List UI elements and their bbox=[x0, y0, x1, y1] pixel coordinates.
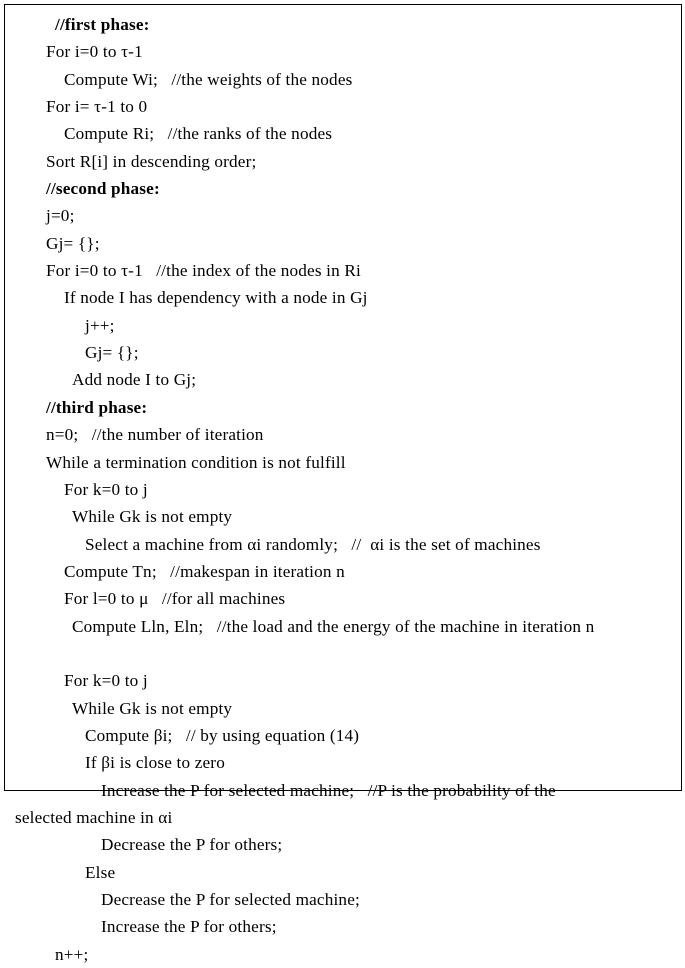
code-line: Compute Tn; //makespan in iteration n bbox=[64, 561, 345, 581]
code-line: Decrease the P for others; bbox=[101, 835, 283, 855]
code-line: Compute Ri; //the ranks of the nodes bbox=[64, 124, 333, 144]
code-line: n++; bbox=[55, 944, 89, 964]
code-line: If node I has dependency with a node in Gj bbox=[64, 288, 368, 308]
code-line: n=0; //the number of iteration bbox=[46, 425, 264, 445]
code-line: Decrease the P for selected machine; bbox=[101, 890, 360, 909]
code-line: Gj= {}; bbox=[85, 343, 139, 363]
code-line: Compute Lln, Eln; //the load and the energy of the machine in iteration n bbox=[72, 616, 595, 636]
code-line: For k=0 to j bbox=[64, 671, 148, 691]
code-line: While Gk is not empty bbox=[72, 507, 233, 527]
code-line: Select a machine from αi randomly; // αi is the set of machines bbox=[85, 534, 541, 554]
code-line: While Gk is not empty bbox=[72, 698, 233, 718]
code-line: j++; bbox=[85, 315, 115, 335]
code-line: Else bbox=[85, 862, 116, 882]
code-line: For i=0 to τ-1 bbox=[46, 42, 143, 62]
code-line: j=0; bbox=[46, 206, 75, 226]
code-line: While a termination condition is not fulfill bbox=[46, 452, 346, 472]
code-line: If βi is close to zero bbox=[85, 753, 225, 773]
code-line: For k=0 to j bbox=[64, 479, 148, 499]
code-line: Add node I to Gj; bbox=[72, 370, 197, 390]
code-line: Gj= {}; bbox=[46, 233, 100, 253]
pseudocode-listing bbox=[15, 11, 675, 968]
code-line: Increase the P for others; bbox=[101, 917, 277, 937]
code-line: Compute βi; // by using equation (14) bbox=[85, 725, 360, 745]
code-line: //third phase: bbox=[46, 397, 148, 417]
code-line: selected machine in αi bbox=[15, 807, 173, 827]
code-line: Increase the P for selected machine; //P is the probability of the bbox=[101, 780, 556, 800]
code-line: For i=0 to τ-1 //the index of the nodes in Ri bbox=[46, 261, 361, 281]
code-line: Compute Wi; //the weights of the nodes bbox=[64, 69, 353, 89]
code-line: //second phase: bbox=[46, 179, 160, 199]
code-line: Sort R[i] in descending order; bbox=[46, 151, 257, 171]
code-line: //first phase: bbox=[55, 15, 150, 34]
pseudocode-frame-border bbox=[4, 4, 682, 964]
code-line-blank bbox=[15, 640, 675, 667]
code-line: For i= τ-1 to 0 bbox=[46, 97, 148, 117]
code-line: For l=0 to μ //for all machines bbox=[64, 589, 286, 609]
